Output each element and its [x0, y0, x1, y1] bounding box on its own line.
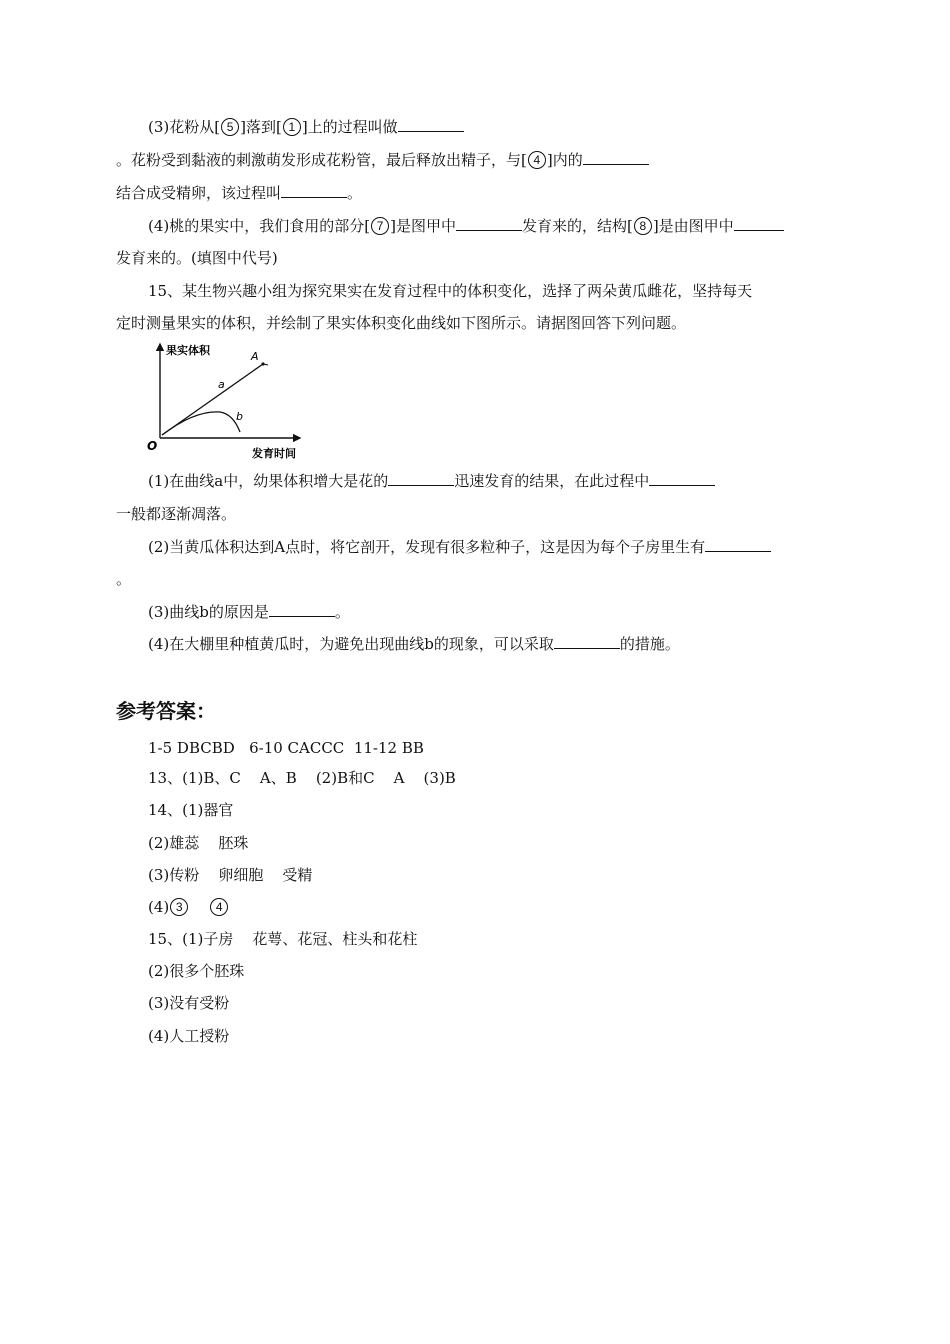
q15-part3-line: [148, 602, 350, 622]
q14-p3-text-b: ]落到[: [240, 118, 282, 136]
circled-number: 7: [371, 217, 389, 235]
curve-a-label: a: [218, 378, 225, 391]
point-a-dot: [261, 362, 264, 365]
q15-part2-line2: 。: [116, 570, 132, 588]
q14-p3-text-c: ]上的过程叫做: [301, 118, 398, 136]
q14-p4-text-a: (4)桃的果实中，我们食用的部分[: [148, 217, 371, 235]
q15-p3-text-b: 。: [334, 603, 350, 621]
q15-intro-line2: 定时测量果实的体积，并绘制了果实体积变化曲线如下图所示。请据图回答下列问题。: [116, 314, 687, 332]
answer-blank[interactable]: [583, 150, 649, 165]
x-axis-label: 发育时间: [252, 447, 296, 460]
circled-number: 5: [221, 118, 239, 136]
circled-number: 8: [634, 217, 652, 235]
answer-line-7: 15、(1)子房 花萼、花冠、柱头和花柱: [148, 930, 418, 948]
y-axis-label: 果实体积: [166, 344, 210, 357]
q15-p4-text-a: (4)在大棚里种植黄瓜时，为避免出现曲线b的现象，可以采取: [148, 635, 554, 653]
answers-heading: 参考答案：: [116, 699, 216, 723]
answer-line-3: 14、(1)器官: [148, 801, 234, 819]
answer-blank[interactable]: [649, 471, 715, 486]
answer-6-prefix: (4): [148, 898, 170, 916]
q14-p3-text-f: 结合成受精卵，该过程叫: [116, 184, 282, 202]
q14-p3-text-e: ]内的: [546, 151, 583, 169]
q14-part3-line1: [148, 117, 464, 137]
q14-part4-line1: [148, 216, 784, 236]
answer-blank[interactable]: [705, 537, 771, 552]
q15-p1-text-a: (1)在曲线a中，幼果体积增大是花的: [148, 472, 389, 490]
q14-p3-text-d: 。花粉受到黏液的刺激萌发形成花粉管，最后释放出精子，与[: [116, 151, 527, 169]
q15-part4-line: [148, 634, 680, 654]
q15-part1-line1: [148, 471, 715, 491]
q14-p3-text-a: (3)花粉从[: [148, 118, 221, 136]
q14-part4-line2: [116, 248, 278, 268]
q15-p4-text-b: 的措施。: [619, 635, 680, 653]
answer-line-1: 1-5 DBCBD 6-10 CACCC 11-12 BB: [148, 739, 424, 757]
answer-line-10: (4)人工授粉: [148, 1027, 230, 1045]
answer-line-6: [148, 897, 229, 917]
circled-number: 4: [528, 151, 546, 169]
answer-line-9: (3)没有受粉: [148, 994, 230, 1012]
q14-part3-line2: [116, 150, 649, 170]
point-a-label: A: [251, 350, 259, 363]
q15-intro-line1: 15、某生物兴趣小组为探究果实在发育过程中的体积变化，选择了两朵黄瓜雌花，坚持每天: [148, 282, 753, 300]
circled-number: 3: [170, 898, 188, 916]
answer-blank[interactable]: [269, 602, 335, 617]
fruit-volume-graph: [140, 338, 310, 462]
circled-number: 1: [283, 118, 301, 136]
q15-part1-line2: 一般都逐渐凋落。: [116, 505, 237, 523]
answer-blank[interactable]: [388, 471, 454, 486]
answer-line-5: (3)传粉 卵细胞 受精: [148, 866, 313, 884]
q14-p3-text-g: 。: [347, 184, 363, 202]
answer-blank[interactable]: [398, 117, 464, 132]
q15-p1-text-b: 迅速发育的结果，在此过程中: [454, 472, 650, 490]
answer-blank[interactable]: [554, 634, 620, 649]
q15-part2-line1: [148, 537, 771, 557]
answer-blank[interactable]: [456, 216, 522, 231]
answer-blank[interactable]: [734, 216, 784, 231]
curve-b-label: b: [236, 410, 243, 423]
q15-p3-text-a: (3)曲线b的原因是: [148, 603, 269, 621]
q14-p4-text-e: 发育来的。(填图中代号): [116, 249, 278, 267]
answer-blank[interactable]: [281, 183, 347, 198]
answer-line-2: 13、(1)B、C A、B (2)B和C A (3)B: [148, 769, 456, 787]
q14-part3-line3: [116, 183, 362, 203]
answer-line-8: (2)很多个胚珠: [148, 962, 245, 980]
q14-p4-text-b: ]是图甲中: [390, 217, 456, 235]
curve-b: [162, 412, 240, 435]
circled-number: 4: [210, 898, 228, 916]
q15-p2-text-a: (2)当黄瓜体积达到A点时，将它剖开，发现有很多粒种子，这是因为每个子房里生有: [148, 538, 706, 556]
answer-line-4: (2)雄蕊 胚珠: [148, 834, 249, 852]
q14-p4-text-d: ]是由图甲中: [652, 217, 734, 235]
origin-label: O: [147, 439, 158, 453]
q14-p4-text-c: 发育来的，结构[: [521, 217, 633, 235]
